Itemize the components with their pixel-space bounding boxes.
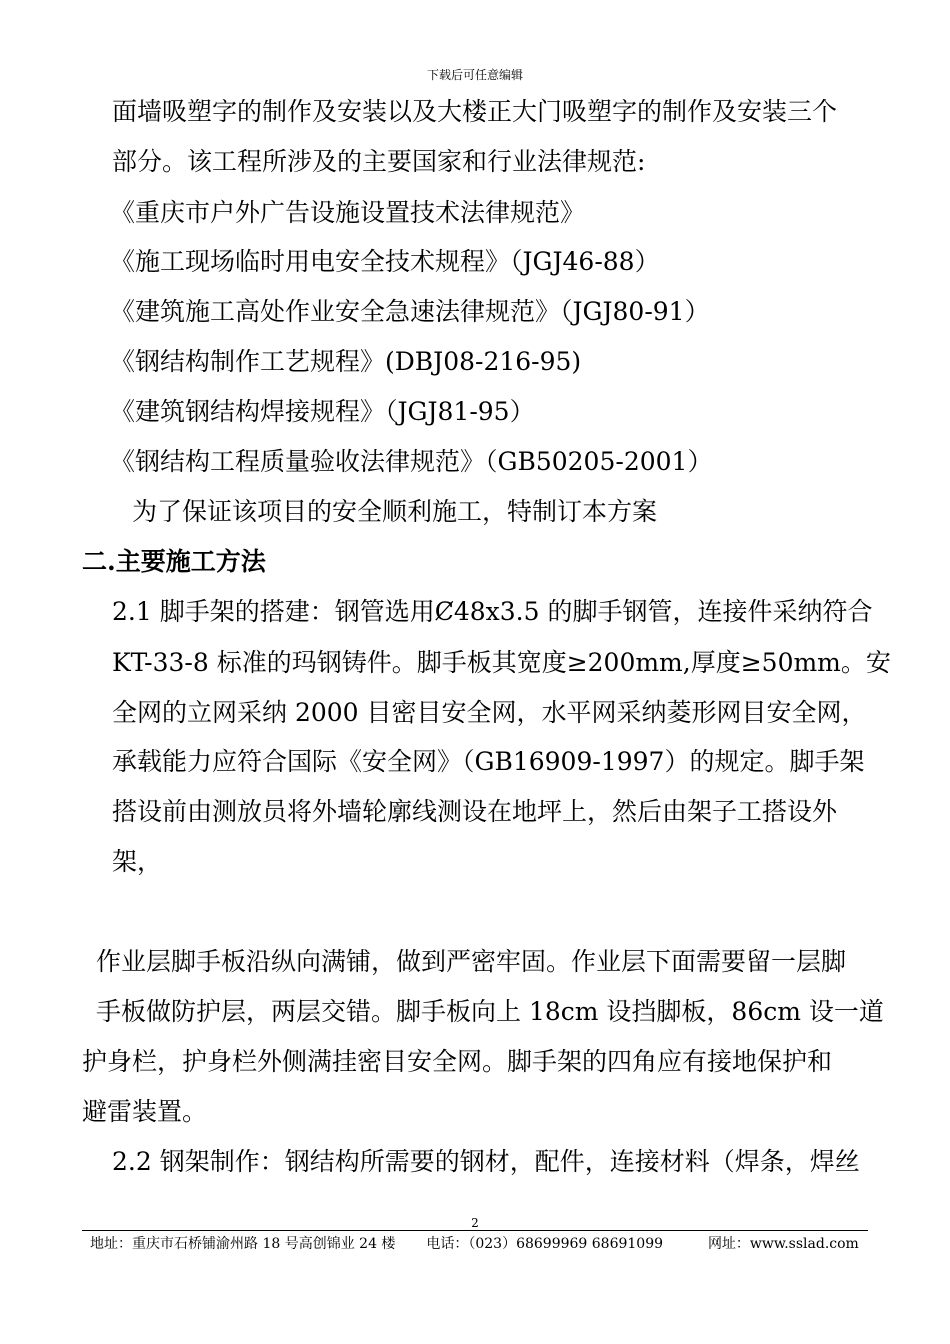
para-2-1-line: 承载能力应符合国际《安全网》（GB16909-1997）的规定。脚手架: [112, 747, 865, 776]
page-header: 下载后可任意编辑: [426, 68, 523, 82]
para-work-line: 避雷装置。: [82, 1097, 208, 1126]
body-line: 部分。该工程所涉及的主要国家和行业法律规范:: [112, 147, 646, 176]
footer-website: 网址：www.sslad.com: [707, 1236, 859, 1252]
footer-address: 地址：重庆市石桥铺渝州路 18 号高创锦业 24 楼: [90, 1236, 396, 1252]
page-footer: [90, 1233, 859, 1253]
body-line: 为了保证该项目的安全顺利施工，特制订本方案: [132, 497, 658, 526]
footer-divider: [82, 1230, 868, 1231]
body-line: 面墙吸塑字的制作及安装以及大楼正大门吸塑字的制作及安装三个: [112, 97, 838, 126]
para-2-1-line: 搭设前由测放员将外墙轮廓线测设在地坪上，然后由架子工搭设外: [112, 797, 838, 826]
regulation-item: 《重庆市户外广告设施设置技术法律规范》: [110, 198, 586, 227]
regulation-item: 《建筑施工高处作业安全急速法律规范》（JGJ80-91）: [110, 297, 710, 326]
regulation-item: 《钢结构制作工艺规程》(DBJ08-216-95): [110, 347, 582, 376]
para-2-1-line: 全网的立网采纳 2000 目密目安全网，水平网采纳菱形网目安全网，: [112, 698, 867, 727]
section-heading: 二.主要施工方法: [82, 547, 266, 576]
regulation-item: 《建筑钢结构焊接规程》（JGJ81-95）: [110, 397, 535, 426]
regulation-item: 《施工现场临时用电安全技术规程》（JGJ46-88）: [110, 247, 660, 276]
para-work-line: 作业层脚手板沿纵向满铺，做到严密牢固。作业层下面需要留一层脚: [96, 947, 847, 976]
para-work-line: 手板做防护层，两层交错。脚手板向上 18cm 设挡脚板，86cm 设一道: [96, 997, 884, 1026]
page-number: 2: [471, 1216, 479, 1230]
footer-phone: 电话：（023）68699969 68691099: [426, 1236, 664, 1252]
para-work-line: 护身栏，护身栏外侧满挂密目安全网。脚手架的四角应有接地保护和: [82, 1047, 833, 1076]
para-2-2-line: 2.2 钢架制作：钢结构所需要的钢材，配件，连接材料（焊条，焊丝: [112, 1147, 860, 1176]
para-2-1-line: KT-33-8 标准的玛钢铸件。脚手板其宽度≥200mm,厚度≥50mm。安: [112, 648, 891, 677]
para-2-1-line: 架，: [112, 847, 163, 876]
regulation-item: 《钢结构工程质量验收法律规范》（GB50205-2001）: [110, 447, 713, 476]
para-2-1-line: 2.1 脚手架的搭建：钢管选用Ȼ48x3.5 的脚手钢管，连接件采纳符合: [112, 597, 873, 626]
